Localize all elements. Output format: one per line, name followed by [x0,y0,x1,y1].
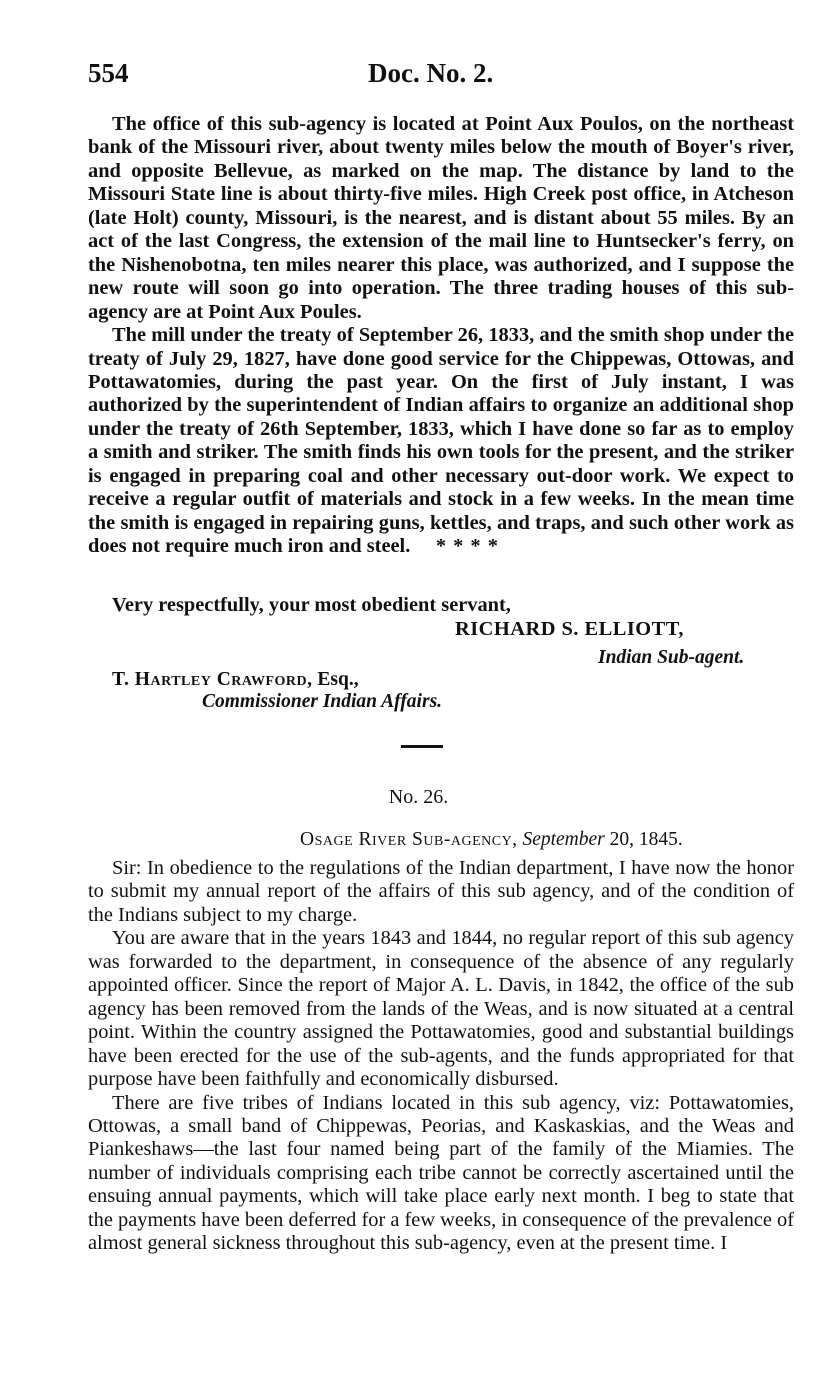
dateline-day: 20, 1845. [609,829,683,850]
paragraph [88,324,794,559]
paragraph: There are five tribes of Indians located in this sub agency, viz: Pottawatomies, Ottowas, a small band of Chippewas, Peorias, and Kaskaskias, and the Weas and Piankeshaws—the last four named being part of the family of the Miamies. The number of individuals comprising each tribe cannot be correctly ascertained until the ensuing annual payments, which will take place early next month. I beg to state that the payments have been deferred for a few weeks, in consequence of the prevalence of almost general sickness throughout this sub-agency, even at the present time. I [88,1091,794,1255]
addressee-name-text: T. Hartley Crawford, [112,669,313,690]
signature-name: RICHARD S. ELLIOTT, [455,618,684,640]
closing-line: Very respectfully, your most obedient servant, [112,594,511,616]
section-divider [401,745,443,748]
document-title: Doc. No. 2. [368,58,494,88]
addressee-suffix: Esq., [317,669,359,690]
ellipsis-stars: * * * * [435,535,499,558]
page-number: 554 [88,58,129,88]
addressee-title: Commissioner Indian Affairs. [202,691,443,712]
signature-title: Indian Sub-agent. [598,647,745,668]
page-header [88,58,797,94]
dateline-month: September [522,829,605,850]
paragraph: You are aware that in the years 1843 and 1844, no regular report of this sub agency was forwarded to the department, in consequence of the absence of any regularly appointed officer. Since the report of Major A. L. Davis, in 1842, the office of the sub agency has been removed from the lands of the Weas, and is now situated at a central point. Within the country assigned the Pottawatomies, good and substantial buildings have been erected for the use of the sub-agents, and the funds appropriated for that purpose have been faithfully and economically disbursed. [88,927,794,1091]
paragraph: Sir: In obedience to the regulations of the Indian department, I have now the honor to submit my annual report of the affairs of this sub agency, and of the condition of the Indians subject to my charge. [88,857,794,926]
paragraph: The office of this sub-agency is located at Point Aux Poulos, on the northeast bank of the Missouri river, about twenty miles below the mouth of Boyer's river, and opposite Bellevue, as marked on the map. The distance by land to the Missouri State line is about thirty-five miles. High Creek post office, in Atcheson (late Holt) county, Missouri, is the nearest, and is distant about 55 miles. By an act of the last Congress, the extension of the mail line to Huntsecker's ferry, on the Nishenobotna, ten miles nearer this place, was authorized, and I suppose the new route will soon go into operation. The three trading houses of this sub-agency are at Point Aux Poules. [88,113,794,323]
report-number: No. 26. [388,786,449,808]
report-1-body [88,113,794,559]
report-2-body [88,857,794,1256]
dateline [300,829,683,851]
paragraph-text: The mill under the treaty of September 26, 1833, and the smith shop under the treaty of July 29, 1827, have done good service for the Chippewas, Ottowas, and Pottawatomies, during the past year. On the first of July instant, I was authorized by the superintendent of Indian affairs to organize an additional shop under the treaty of 26th September, 1833, which I have done so far as to employ a smith and striker. The smith finds his own tools for the present, and the striker is engaged in preparing coal and other necessary out-door work. We expect to receive a regular outfit of materials and stock in a few weeks. In the mean time the smith is engaged in repairing guns, kettles, and traps, and such other work as does not require much iron and steel. [88,324,794,558]
dateline-place: Osage River Sub-agency, [300,829,518,850]
addressee-name [112,669,359,691]
